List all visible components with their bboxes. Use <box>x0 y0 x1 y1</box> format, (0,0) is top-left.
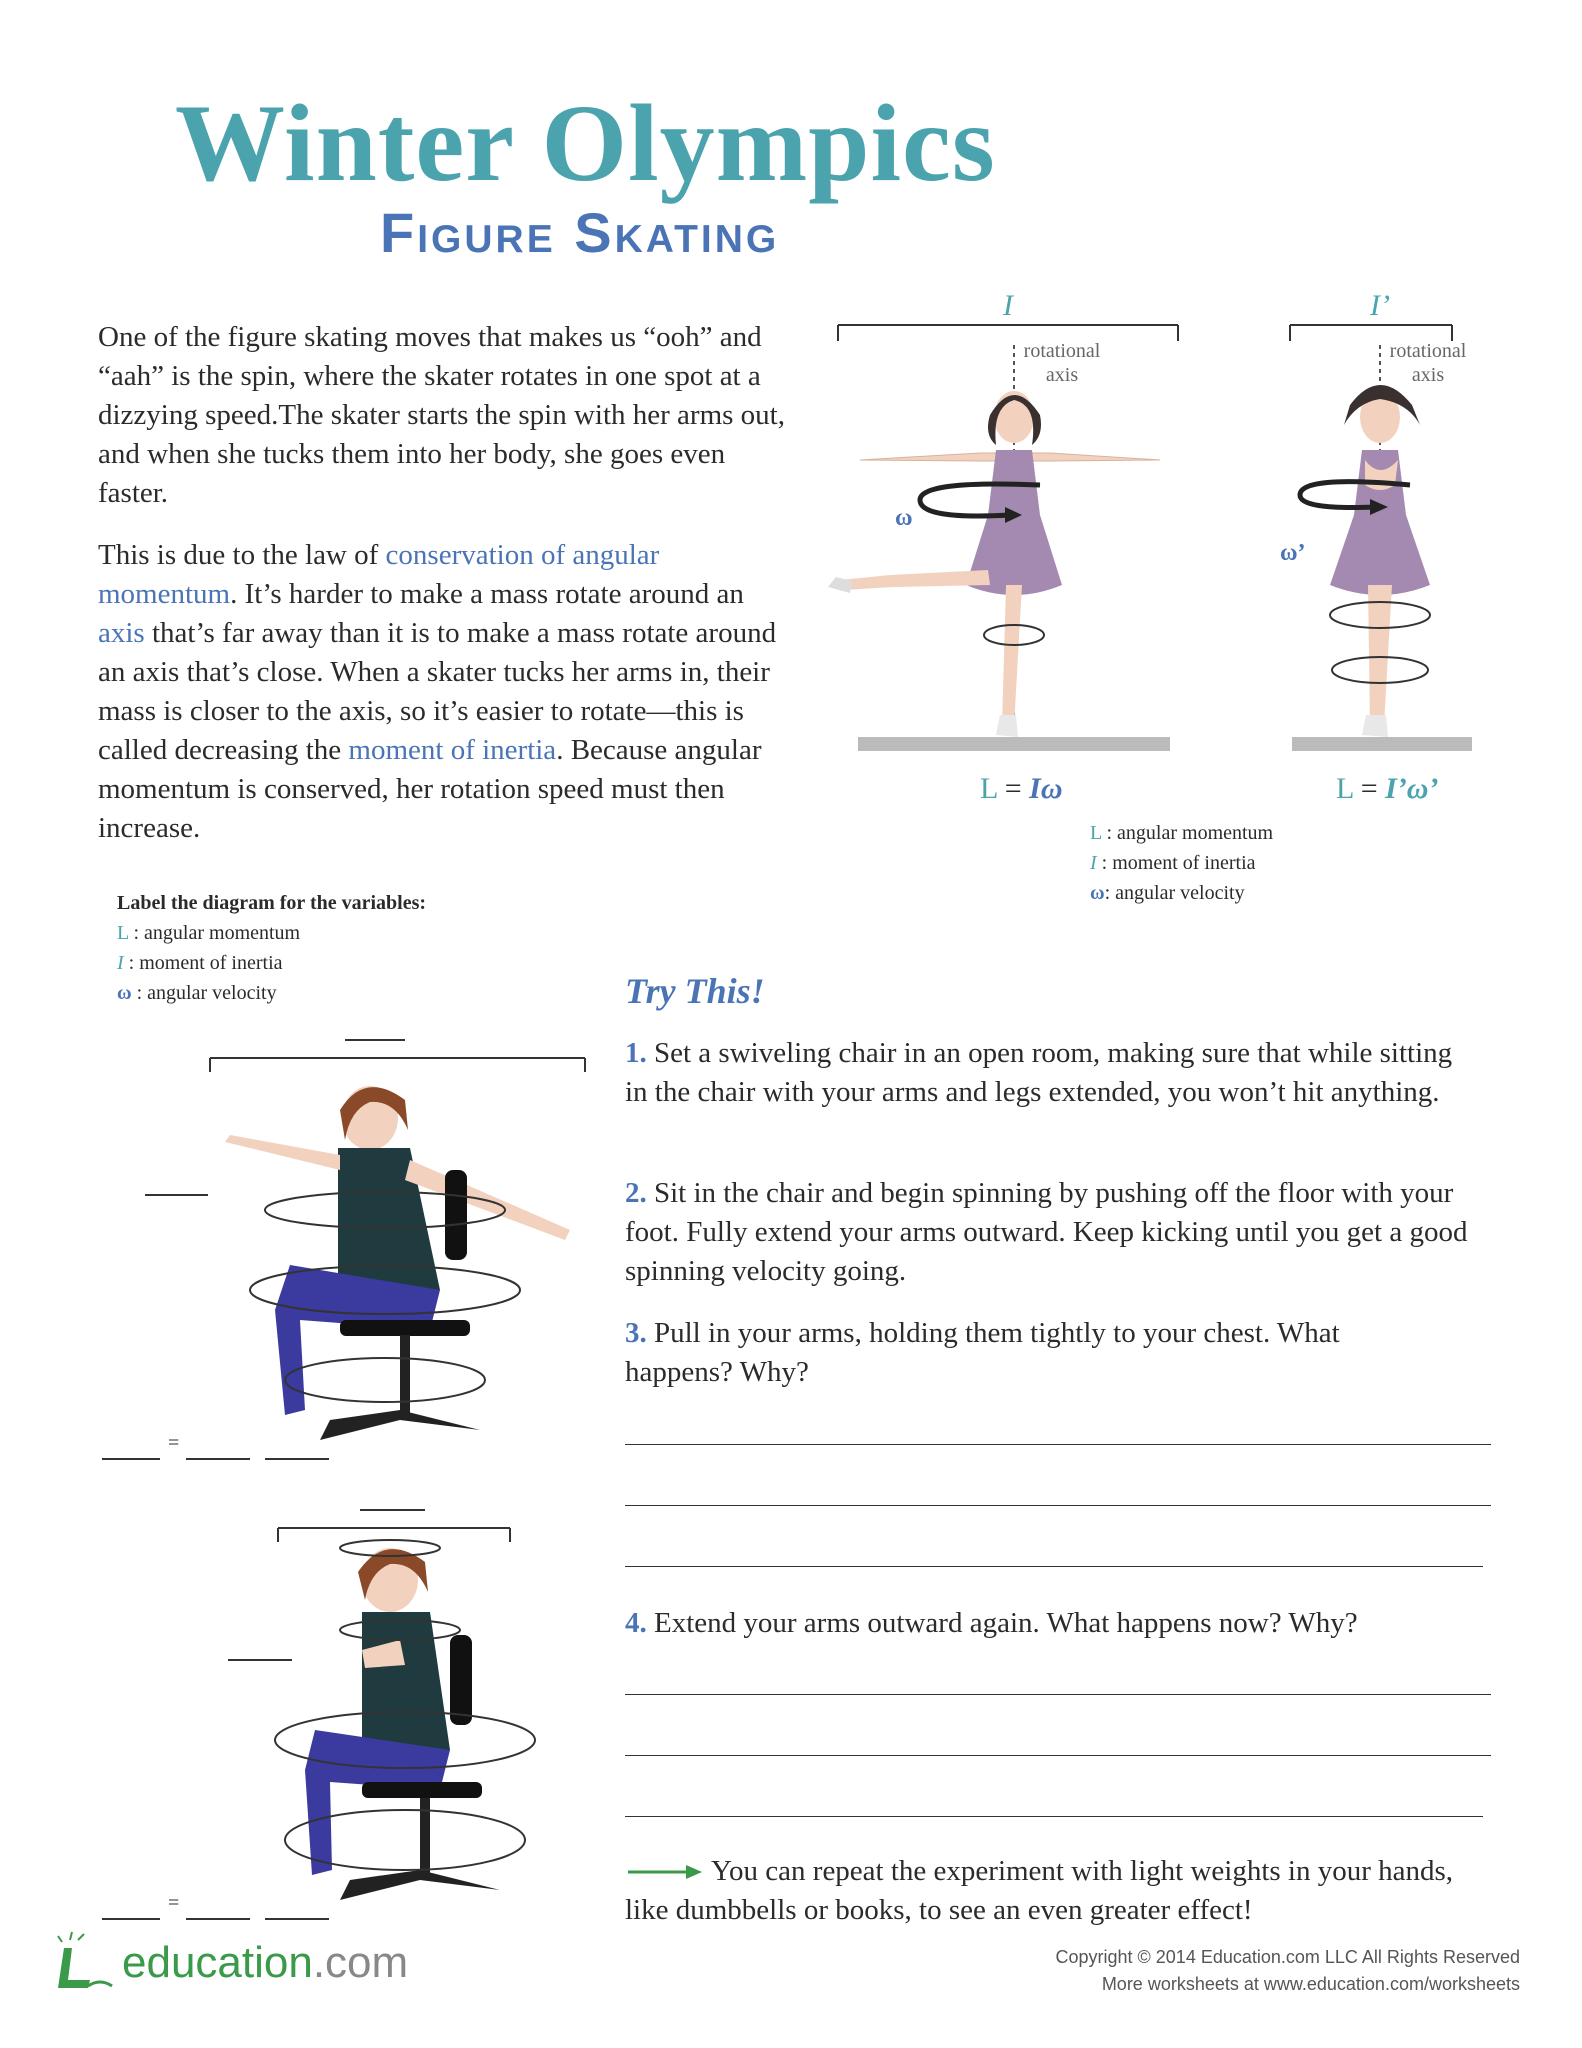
inertia-label-left: I <box>1003 289 1013 322</box>
intro-text: . Because angular momentum is conserved, her rotation speed must then increase. <box>98 734 762 844</box>
legend-symbol: I <box>1090 852 1097 874</box>
legend-symbol: ω <box>1090 882 1105 904</box>
ice-floor-left <box>858 737 1170 751</box>
chair-diagram-arms-in <box>100 1500 600 1920</box>
formula-rhs: Iω <box>1029 772 1063 805</box>
equals-sign: = <box>168 1432 180 1454</box>
step-3 <box>625 1314 1385 1392</box>
logo-text <box>122 1938 408 1988</box>
legend-symbol: L <box>1090 822 1102 844</box>
axis-label-right-2: axis <box>1411 364 1445 386</box>
term-axis: axis <box>98 617 145 649</box>
skater-arms-out <box>828 391 1160 737</box>
omega-label-right: ω’ <box>1280 540 1306 566</box>
omega-label-left: ω <box>895 505 913 531</box>
intro-paragraph-1: One of the figure skating moves that makes us “ooh” and “aah” is the spin, where the skater rotates in one spot at a dizzying speed.The skater starts the spin with her arms out, and when she tucks them into her body, she goes even faster. <box>98 321 785 509</box>
step-number: 3. <box>625 1317 647 1349</box>
formula-right <box>1336 772 1439 806</box>
blank-omega[interactable] <box>265 1458 329 1460</box>
label-text: : angular velocity <box>131 982 277 1004</box>
blank-L[interactable] <box>102 1458 160 1460</box>
legend-item <box>1090 818 1273 848</box>
skater-arms-in <box>1330 385 1430 737</box>
page-title: Winter Olympics <box>175 82 996 204</box>
blank-omega[interactable] <box>265 1918 329 1920</box>
answer-line-step3[interactable] <box>625 1505 1491 1506</box>
formula-eq: = <box>997 772 1030 805</box>
label-symbol: L <box>117 922 129 944</box>
legend-item <box>1090 878 1273 908</box>
step-text: Set a swiveling chair in an open room, making sure that while sitting in the chair with your arms and legs extended, you won’t hit anything. <box>625 1037 1453 1108</box>
step-text: Sit in the chair and begin spinning by pushing off the floor with your foot. Fully extend your arms outward. Keep kicking until you get a good spinning velocity going. <box>625 1177 1468 1287</box>
label-variable-list <box>117 918 300 1008</box>
formula-left <box>980 772 1063 806</box>
label-symbol: I <box>117 952 124 974</box>
inertia-bracket-right <box>1290 325 1452 341</box>
step-text: Extend your arms outward again. What happens now? Why? <box>646 1607 1358 1639</box>
label-item <box>117 978 300 1008</box>
intro-text: . It’s harder to make a mass rotate around an <box>230 578 744 610</box>
answer-line-step4[interactable] <box>625 1694 1491 1695</box>
label-instructions: Label the diagram for the variables: <box>117 892 427 914</box>
logo-tld: .com <box>312 1938 409 1987</box>
axis-label-left-2: axis <box>1045 364 1079 386</box>
axis-label-left-1: rotational <box>1023 340 1101 362</box>
answer-line-step4[interactable] <box>625 1755 1491 1756</box>
formula-eq: = <box>1353 772 1386 805</box>
education-logo[interactable] <box>50 1928 450 1998</box>
try-this-heading: Try This! <box>625 971 765 1011</box>
step-4 <box>625 1604 1475 1643</box>
step-2 <box>625 1174 1475 1291</box>
blank-I[interactable] <box>186 1918 250 1920</box>
blank-L[interactable] <box>102 1918 160 1920</box>
formula-L: L <box>980 772 998 805</box>
step-number: 4. <box>625 1607 647 1639</box>
skater-legend <box>1090 818 1273 908</box>
ice-floor-right <box>1292 737 1472 751</box>
inertia-label-right: I’ <box>1370 289 1390 322</box>
chair-diagram-arms-out <box>100 1030 600 1470</box>
formula-rhs: I’ω’ <box>1385 772 1439 805</box>
legend-text: : angular velocity <box>1104 882 1245 904</box>
more-worksheets-link[interactable]: More worksheets at www.education.com/worksheets <box>1101 1974 1520 1994</box>
step-number: 1. <box>625 1037 647 1069</box>
copyright-text: Copyright © 2014 Education.com LLC All Rights Reserved <box>1055 1947 1520 1967</box>
label-item <box>117 948 300 978</box>
page-subtitle: Figure Skating <box>380 201 780 264</box>
legend-text: : angular momentum <box>1101 822 1274 844</box>
legend-item <box>1090 848 1273 878</box>
inertia-bracket-left <box>838 325 1178 341</box>
copyright-block <box>900 1944 1520 1998</box>
answer-line-step4[interactable] <box>625 1816 1483 1817</box>
axis-label-right-1: rotational <box>1389 340 1467 362</box>
formula-L: L <box>1336 772 1354 805</box>
label-symbol: ω <box>117 982 132 1004</box>
term-moment-of-inertia: moment of inertia <box>348 734 557 766</box>
blank-I[interactable] <box>186 1458 250 1460</box>
spin-ring <box>285 1358 485 1402</box>
logo-main: education <box>122 1938 313 1987</box>
intro-paragraph-2 <box>98 536 788 848</box>
label-item <box>117 918 300 948</box>
step-1 <box>625 1034 1475 1112</box>
person-arms-in <box>305 1548 500 1900</box>
label-text: : moment of inertia <box>123 952 283 974</box>
step-text: Pull in your arms, holding them tightly to your chest. What happens? Why? <box>625 1317 1340 1388</box>
label-text: : angular momentum <box>128 922 301 944</box>
person-arms-out <box>225 1086 570 1440</box>
book-icon <box>50 1928 120 1998</box>
answer-line-step3[interactable] <box>625 1444 1491 1445</box>
skater-diagram <box>800 285 1520 765</box>
term-conservation: conservation of angular momentum <box>98 539 660 610</box>
step-number: 2. <box>625 1177 647 1209</box>
answer-line-step3[interactable] <box>625 1566 1483 1567</box>
intro-text: that’s far away than it is to make a mass rotate around an axis that’s close. When a skater tucks her arms in, their mass is closer to the axis, so it’s easier to rotate—this is called decreasing the <box>98 617 777 766</box>
tip-text: You can repeat the experiment with light weights in your hands, like dumbbells or books, to see an even greater effect! <box>625 1855 1454 1926</box>
legend-text: : moment of inertia <box>1096 852 1256 874</box>
equals-sign: = <box>168 1892 180 1914</box>
intro-text: This is due to the law of <box>98 539 386 571</box>
